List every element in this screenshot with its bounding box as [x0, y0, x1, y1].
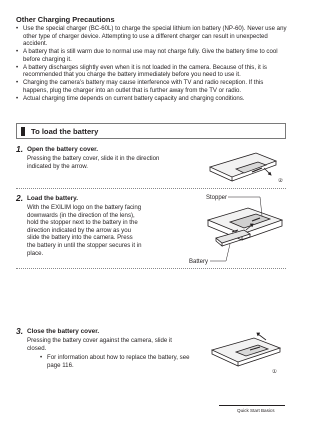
section-bar [21, 127, 25, 136]
step-2-text: With the EXILIM logo on the battery facing downwards (in the direction of the lens), hold the stopper next to the battery in the direction indicated by the arrow as you slide the battery into the camera. Press the battery in until the stopper secures it in place. [27, 204, 142, 257]
precaution-item: • Use the special charger (BC-60L) to charge the special lithium ion battery (NP-60). Never use any other type of charger device. Attempting to use a different charger can result in unexpected accident. [16, 25, 288, 48]
step-2-number: 2. [16, 193, 24, 203]
camera-open-cover-illustration [206, 143, 288, 185]
precaution-item: • Charging the camera’s battery may cause interference with TV and radio reception. If this happens, plug the charger into an outlet that is further away from the TV or radio. [16, 79, 288, 94]
step-separator [16, 268, 286, 269]
step-3-text: Pressing the battery cover against the camera, slide it closed. [27, 337, 172, 352]
step-1-heading: Open the battery cover. [27, 146, 99, 153]
step-1-marker: ② [278, 178, 283, 184]
precaution-item: • A battery that is still warm due to normal use may not charge fully. Give the battery time to cool before charging it. [16, 48, 288, 63]
page-reference-note: • For information about how to replace the battery, see page 116. [40, 354, 197, 369]
stopper-callout: Stopper [206, 195, 228, 201]
battery-loading-illustration [186, 190, 290, 266]
step-2-heading: Load the battery. [27, 195, 79, 202]
precaution-item: • Actual charging time depends on current battery capacity and charging conditions. [16, 95, 288, 103]
section-title: To load the battery [31, 126, 99, 136]
precautions-list [16, 25, 288, 103]
step-1-number: 1. [16, 144, 24, 154]
footer-rule [219, 405, 285, 406]
step-3-marker: ① [272, 369, 277, 375]
section-header [16, 123, 286, 139]
battery-callout: Battery [189, 259, 209, 265]
footer-label: Quick Start Basics [237, 408, 275, 413]
precautions-title: Other Charging Precautions [16, 15, 115, 24]
step-separator [16, 188, 286, 189]
camera-close-cover-illustration [206, 326, 288, 376]
step-3-heading: Close the battery cover. [27, 328, 100, 335]
step-3-number: 3. [16, 326, 24, 336]
step-1-text: Pressing the battery cover, slide it in the direction indicated by the arrow. [27, 155, 160, 170]
precaution-item: • A battery discharges slightly even when it is not loaded in the camera. Because of this, it is recommended that you charge the battery immediately before you need to use it. [16, 64, 288, 79]
